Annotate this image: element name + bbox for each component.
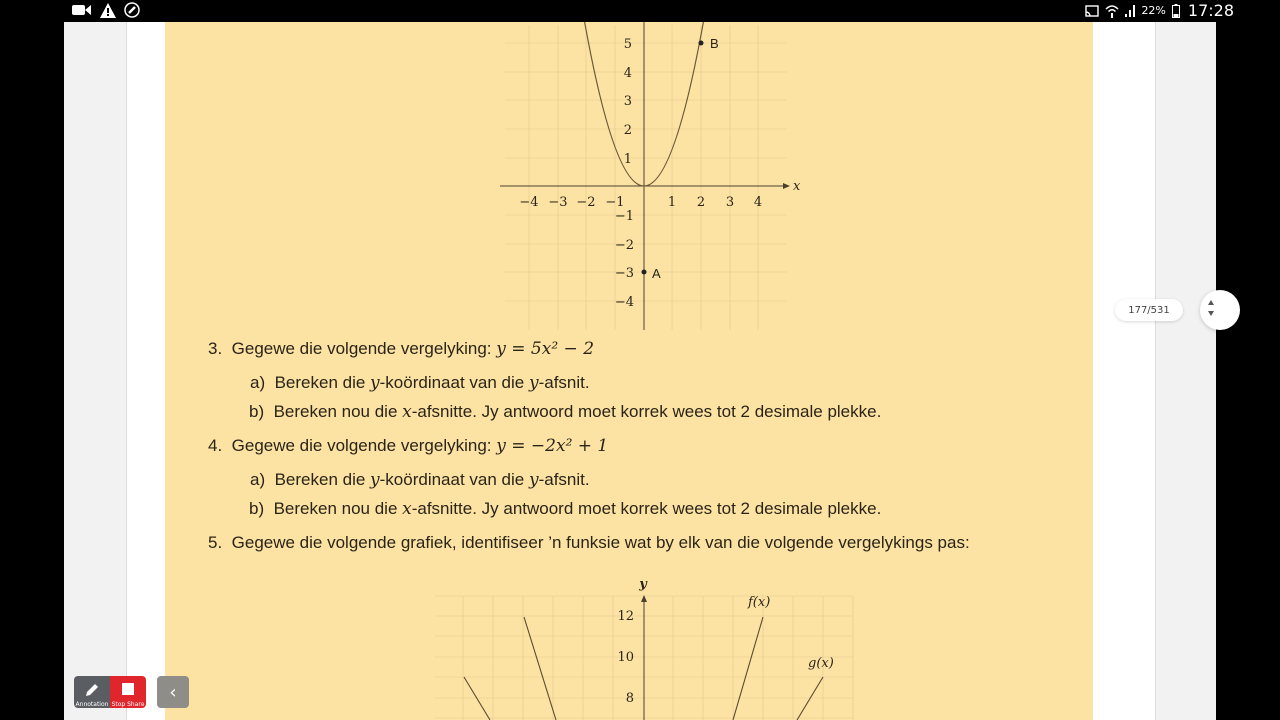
edit-circle-icon (124, 2, 140, 18)
cast-icon (1085, 5, 1099, 17)
question-3a: a) Bereken die y-koördinaat van die y-afsnit. (250, 373, 590, 393)
page-counter: 177/531 (1115, 299, 1183, 321)
svg-text:B: B (710, 36, 719, 51)
question-3: 3. Gegewe die volgende vergelyking: y = 5x² − 2 (208, 339, 595, 359)
svg-text:−3: −3 (548, 195, 568, 210)
svg-text:2: 2 (623, 123, 632, 138)
fast-scroll-handle[interactable] (1200, 290, 1240, 330)
f-curve-left (524, 617, 556, 720)
clock: 17:28 (1187, 1, 1234, 20)
battery-percent: 22% (1141, 4, 1166, 17)
svg-text:8: 8 (625, 691, 634, 706)
scroll-arrows-icon (1200, 290, 1240, 330)
svg-text:x: x (793, 179, 801, 194)
svg-text:−1: −1 (605, 195, 625, 210)
svg-text:10: 10 (617, 650, 634, 665)
svg-text:g(x): g(x) (808, 656, 834, 671)
svg-text:f(x): f(x) (748, 595, 771, 610)
svg-text:−2: −2 (614, 238, 634, 253)
svg-text:4: 4 (753, 195, 763, 210)
svg-text:A: A (652, 266, 661, 281)
svg-text:−1: −1 (614, 209, 634, 224)
video-camera-icon (72, 3, 92, 17)
svg-text:−3: −3 (614, 266, 634, 281)
right-letterbox (1216, 22, 1280, 720)
chevron-left-icon: ‹ (169, 681, 177, 703)
left-letterbox (0, 22, 64, 720)
status-bar (0, 0, 1280, 22)
equation: y = 5x² − 2 (496, 339, 595, 359)
g-curve-left (464, 677, 490, 720)
warning-icon (100, 3, 116, 18)
question-4b: b) Bereken nou die x-afsnitte. Jy antwoord moet korrek wees tot 2 desimale plekke. (249, 499, 882, 519)
question-5: 5. Gegewe die volgende grafiek, identifiseer ’n funksie wat by elk van die volgende vergelykings pas: (208, 533, 970, 552)
svg-text:−4: −4 (614, 295, 634, 310)
svg-text:−4: −4 (519, 195, 539, 210)
svg-text:5: 5 (623, 37, 632, 52)
functions-graph (430, 572, 860, 720)
svg-text:1: 1 (667, 195, 677, 210)
stop-share-button[interactable]: Stop Share (110, 676, 146, 708)
svg-text:12: 12 (617, 609, 634, 624)
battery-icon (1172, 4, 1180, 18)
annotation-button[interactable]: Annotation (74, 676, 110, 708)
question-4: 4. Gegewe die volgende vergelyking: y = −2x² + 1 (208, 436, 609, 456)
svg-text:y: y (639, 577, 647, 592)
f-curve-right (733, 617, 763, 720)
svg-text:2: 2 (696, 195, 706, 210)
question-4a: a) Bereken die y-koördinaat van die y-afsnit. (250, 470, 590, 490)
svg-text:3: 3 (623, 94, 632, 109)
question-3b: b) Bereken nou die x-afsnitte. Jy antwoord moet korrek wees tot 2 desimale plekke. (249, 402, 882, 422)
g-curve-right (797, 677, 823, 720)
equation: y = −2x² + 1 (496, 436, 609, 456)
parabola-graph (495, 22, 815, 334)
svg-text:4: 4 (623, 66, 632, 81)
pencil-icon (82, 680, 102, 700)
share-toolbar (74, 676, 189, 708)
collapse-toolbar-button[interactable] (157, 676, 189, 708)
stop-icon (118, 680, 138, 700)
svg-text:3: 3 (725, 195, 735, 210)
signal-icon (1125, 5, 1135, 17)
wifi-icon (1105, 4, 1119, 18)
svg-text:−2: −2 (576, 195, 596, 210)
svg-text:1: 1 (623, 152, 632, 167)
